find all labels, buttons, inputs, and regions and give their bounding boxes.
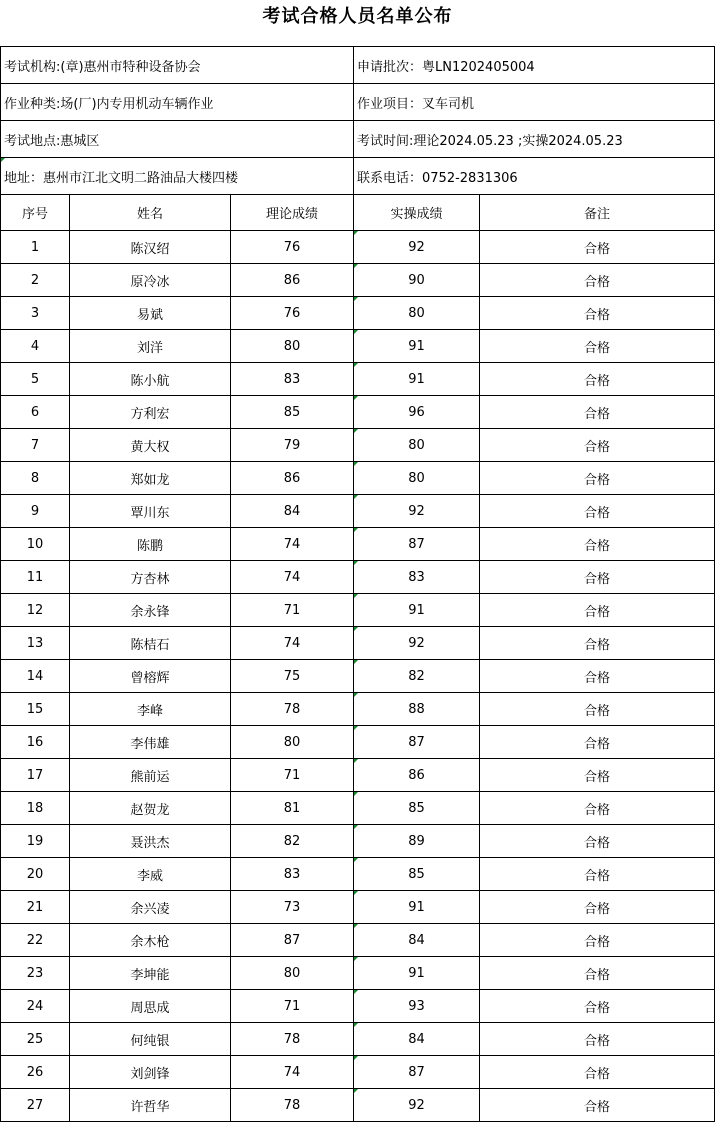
row-practical-score: 89	[354, 825, 480, 858]
row-theory-score: 71	[231, 594, 354, 627]
row-index: 8	[1, 462, 70, 495]
row-name: 何纯银	[70, 1023, 231, 1056]
row-name: 李伟雄	[70, 726, 231, 759]
address: 地址：惠州市江北文明二路油品大楼四楼	[1, 158, 354, 195]
row-remark: 合格	[480, 891, 715, 924]
exam-location: 考试地点:惠城区	[1, 121, 354, 158]
row-name: 陈小航	[70, 363, 231, 396]
row-theory-score: 80	[231, 957, 354, 990]
row-index: 15	[1, 693, 70, 726]
row-practical-score: 85	[354, 858, 480, 891]
table-row	[1, 924, 715, 957]
row-theory-score: 87	[231, 924, 354, 957]
row-theory-score: 86	[231, 462, 354, 495]
row-practical-score: 93	[354, 990, 480, 1023]
row-theory-score: 79	[231, 429, 354, 462]
table-row	[1, 528, 715, 561]
info-row	[1, 158, 715, 195]
table-row	[1, 363, 715, 396]
row-theory-score: 80	[231, 726, 354, 759]
table-row	[1, 1056, 715, 1089]
table-row	[1, 330, 715, 363]
table-row	[1, 693, 715, 726]
row-practical-score: 87	[354, 528, 480, 561]
row-name: 易斌	[70, 297, 231, 330]
row-name: 李峰	[70, 693, 231, 726]
row-theory-score: 75	[231, 660, 354, 693]
row-practical-score: 80	[354, 297, 480, 330]
row-index: 1	[1, 231, 70, 264]
row-theory-score: 73	[231, 891, 354, 924]
row-practical-score: 80	[354, 429, 480, 462]
row-theory-score: 74	[231, 627, 354, 660]
row-name: 陈汉绍	[70, 231, 231, 264]
row-theory-score: 76	[231, 297, 354, 330]
row-name: 方杏林	[70, 561, 231, 594]
row-practical-score: 91	[354, 363, 480, 396]
row-remark: 合格	[480, 462, 715, 495]
row-theory-score: 76	[231, 231, 354, 264]
row-index: 22	[1, 924, 70, 957]
row-remark: 合格	[480, 1056, 715, 1089]
info-row	[1, 47, 715, 84]
row-theory-score: 80	[231, 330, 354, 363]
row-theory-score: 85	[231, 396, 354, 429]
info-row	[1, 121, 715, 158]
row-theory-score: 71	[231, 990, 354, 1023]
row-remark: 合格	[480, 264, 715, 297]
row-index: 27	[1, 1089, 70, 1122]
row-practical-score: 88	[354, 693, 480, 726]
row-theory-score: 83	[231, 363, 354, 396]
row-theory-score: 83	[231, 858, 354, 891]
row-name: 刘剑锋	[70, 1056, 231, 1089]
row-remark: 合格	[480, 1023, 715, 1056]
row-name: 曾榕辉	[70, 660, 231, 693]
row-practical-score: 91	[354, 957, 480, 990]
row-practical-score: 96	[354, 396, 480, 429]
work-type: 作业种类:场(厂)内专用机动车辆作业	[1, 84, 354, 121]
row-practical-score: 92	[354, 627, 480, 660]
row-name: 余木枪	[70, 924, 231, 957]
row-remark: 合格	[480, 627, 715, 660]
row-name: 余永锋	[70, 594, 231, 627]
row-index: 21	[1, 891, 70, 924]
row-theory-score: 74	[231, 561, 354, 594]
row-index: 12	[1, 594, 70, 627]
row-remark: 合格	[480, 297, 715, 330]
row-practical-score: 80	[354, 462, 480, 495]
row-remark: 合格	[480, 1089, 715, 1122]
row-theory-score: 74	[231, 528, 354, 561]
row-index: 3	[1, 297, 70, 330]
table-row	[1, 825, 715, 858]
row-practical-score: 87	[354, 1056, 480, 1089]
results-body	[1, 195, 715, 1122]
contact-phone: 联系电话：0752-2831306	[354, 158, 715, 195]
row-practical-score: 92	[354, 1089, 480, 1122]
row-remark: 合格	[480, 363, 715, 396]
row-practical-score: 91	[354, 330, 480, 363]
header-row	[1, 195, 715, 231]
row-remark: 合格	[480, 495, 715, 528]
table-row	[1, 396, 715, 429]
row-remark: 合格	[480, 528, 715, 561]
row-remark: 合格	[480, 330, 715, 363]
row-name: 郑如龙	[70, 462, 231, 495]
page-title: 考试合格人员名单公布	[262, 6, 453, 27]
row-index: 17	[1, 759, 70, 792]
work-item: 作业项目：叉车司机	[354, 84, 715, 121]
row-index: 11	[1, 561, 70, 594]
row-index: 13	[1, 627, 70, 660]
row-index: 4	[1, 330, 70, 363]
table-row	[1, 495, 715, 528]
row-index: 24	[1, 990, 70, 1023]
header-theory-score: 理论成绩	[231, 195, 354, 231]
exam-time: 考试时间:理论2024.05.23 ;实操2024.05.23	[354, 121, 715, 158]
row-name: 李坤能	[70, 957, 231, 990]
row-remark: 合格	[480, 726, 715, 759]
row-name: 刘洋	[70, 330, 231, 363]
row-remark: 合格	[480, 792, 715, 825]
row-remark: 合格	[480, 957, 715, 990]
table-row	[1, 462, 715, 495]
row-name: 覃川东	[70, 495, 231, 528]
row-practical-score: 83	[354, 561, 480, 594]
row-remark: 合格	[480, 396, 715, 429]
row-name: 熊前运	[70, 759, 231, 792]
exam-institution: 考试机构:(章)惠州市特种设备协会	[1, 47, 354, 84]
row-index: 2	[1, 264, 70, 297]
row-name: 陈桔石	[70, 627, 231, 660]
row-practical-score: 92	[354, 231, 480, 264]
results-table	[0, 194, 715, 1122]
table-row	[1, 1089, 715, 1122]
row-practical-score: 84	[354, 1023, 480, 1056]
row-theory-score: 74	[231, 1056, 354, 1089]
row-theory-score: 78	[231, 1089, 354, 1122]
row-name: 原冷冰	[70, 264, 231, 297]
row-index: 18	[1, 792, 70, 825]
row-name: 许哲华	[70, 1089, 231, 1122]
row-remark: 合格	[480, 825, 715, 858]
table-row	[1, 627, 715, 660]
header-practical-score: 实操成绩	[354, 195, 480, 231]
header-index: 序号	[1, 195, 70, 231]
table-row	[1, 726, 715, 759]
table-row	[1, 594, 715, 627]
row-name: 周思成	[70, 990, 231, 1023]
info-row	[1, 84, 715, 121]
row-practical-score: 91	[354, 594, 480, 627]
row-index: 7	[1, 429, 70, 462]
row-index: 5	[1, 363, 70, 396]
row-name: 聂洪杰	[70, 825, 231, 858]
row-index: 14	[1, 660, 70, 693]
application-batch: 申请批次：粤LN1202405004	[354, 47, 715, 84]
row-remark: 合格	[480, 924, 715, 957]
row-index: 19	[1, 825, 70, 858]
row-index: 20	[1, 858, 70, 891]
table-row	[1, 561, 715, 594]
row-name: 赵贺龙	[70, 792, 231, 825]
row-index: 6	[1, 396, 70, 429]
table-row	[1, 858, 715, 891]
table-row	[1, 1023, 715, 1056]
table-row	[1, 957, 715, 990]
row-practical-score: 86	[354, 759, 480, 792]
row-name: 余兴凌	[70, 891, 231, 924]
row-remark: 合格	[480, 693, 715, 726]
row-remark: 合格	[480, 561, 715, 594]
header-name: 姓名	[70, 195, 231, 231]
row-theory-score: 78	[231, 693, 354, 726]
row-practical-score: 91	[354, 891, 480, 924]
table-row	[1, 297, 715, 330]
row-remark: 合格	[480, 759, 715, 792]
row-index: 9	[1, 495, 70, 528]
row-name: 方利宏	[70, 396, 231, 429]
row-remark: 合格	[480, 594, 715, 627]
row-name: 陈鹏	[70, 528, 231, 561]
table-row	[1, 660, 715, 693]
table-row	[1, 990, 715, 1023]
row-remark: 合格	[480, 858, 715, 891]
row-index: 16	[1, 726, 70, 759]
table-row	[1, 231, 715, 264]
row-remark: 合格	[480, 990, 715, 1023]
row-index: 10	[1, 528, 70, 561]
row-remark: 合格	[480, 231, 715, 264]
row-remark: 合格	[480, 660, 715, 693]
row-theory-score: 78	[231, 1023, 354, 1056]
row-theory-score: 82	[231, 825, 354, 858]
table-row	[1, 759, 715, 792]
row-practical-score: 84	[354, 924, 480, 957]
row-practical-score: 82	[354, 660, 480, 693]
row-practical-score: 87	[354, 726, 480, 759]
row-name: 李威	[70, 858, 231, 891]
row-practical-score: 85	[354, 792, 480, 825]
table-row	[1, 429, 715, 462]
row-remark: 合格	[480, 429, 715, 462]
header-remark: 备注	[480, 195, 715, 231]
info-table	[0, 46, 715, 195]
row-theory-score: 81	[231, 792, 354, 825]
table-row	[1, 264, 715, 297]
row-index: 23	[1, 957, 70, 990]
table-row	[1, 891, 715, 924]
row-theory-score: 86	[231, 264, 354, 297]
row-practical-score: 92	[354, 495, 480, 528]
row-index: 26	[1, 1056, 70, 1089]
row-theory-score: 84	[231, 495, 354, 528]
row-index: 25	[1, 1023, 70, 1056]
row-name: 黄大权	[70, 429, 231, 462]
row-theory-score: 71	[231, 759, 354, 792]
table-row	[1, 792, 715, 825]
row-practical-score: 90	[354, 264, 480, 297]
